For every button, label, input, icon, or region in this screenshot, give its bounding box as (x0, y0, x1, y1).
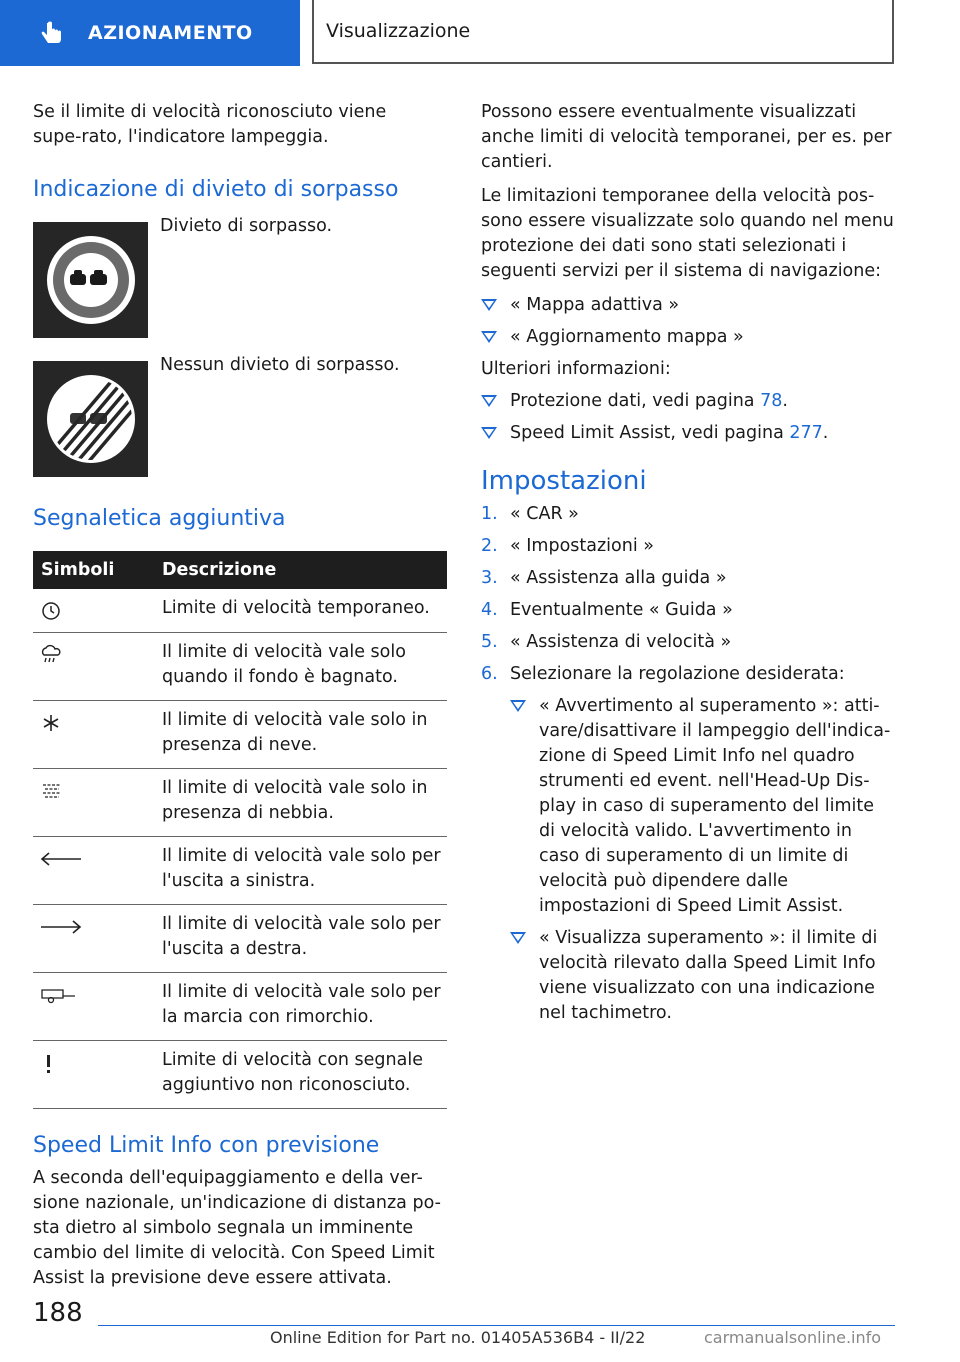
intro-paragraph: Se il limite di velocità riconosciuto viene supe-rato, l'indicatore lampeggia. (33, 102, 387, 147)
list-item: « Avvertimento al superamento »: atti-vare/disattivare il lampeggio dell'indica-zione di Speed Limit Info nel quadro strumenti ed event. nell'Head-Up Dis-play in caso di superamento del limite di velocità valido. L'avvertimento in caso di superamento di un limite di velocità può dipendere dalle impostazioni di Speed Limit Assist. (510, 694, 895, 919)
table-row (33, 589, 447, 633)
page-title: Visualizzazione (326, 20, 471, 42)
table-row (33, 973, 447, 1041)
description-cell: Il limite di velocità vale solo in presenza di neve. (154, 701, 447, 769)
forecast-heading: Speed Limit Info con previsione (33, 1133, 380, 1158)
left-column (33, 100, 447, 1291)
description-cell: Il limite di velocità vale solo per la marcia con rimorchio. (154, 973, 447, 1041)
footer-edition: Online Edition for Part no. 01405A536B4 - II/22 (270, 1328, 646, 1347)
table-header-row (33, 551, 447, 589)
description-cell: Il limite di velocità vale solo quando il fondo è bagnato. (154, 633, 447, 701)
page-header (312, 0, 894, 64)
more-info-label: Ulteriori informazioni: (481, 359, 671, 379)
privacy-paragraph: Le limitazioni temporanee della velocità pos-sono essere visualizzate solo quando nel menu protezione dei dati sono stati selezionati i seguenti servizi per il sistema di navigazione: (481, 186, 894, 281)
table-row (33, 769, 447, 837)
list-item: « Mappa adattiva » (481, 293, 895, 318)
no-overtaking-sign (33, 222, 148, 338)
sign-row (33, 216, 447, 338)
footer-divider (98, 1325, 895, 1326)
symbol-cell (33, 973, 154, 1041)
options-list (510, 694, 895, 1026)
bullet-triangle-icon (481, 331, 497, 343)
sign-description: Divieto di sorpasso. (160, 216, 333, 236)
right-column (481, 100, 895, 1026)
description-cell: Il limite di velocità vale solo per l'uscita a sinistra. (154, 837, 447, 905)
forecast-paragraph: A seconda dell'equipaggiamento e della ver-sione nazionale, un'indicazione di distanza po-sta dietro al simbolo segnala un imminente cambio del limite di velocità. Con Speed Limit Assist la previsione deve essere attivata. (33, 1168, 441, 1288)
overtaking-heading: Indicazione di divieto di sorpasso (33, 177, 399, 202)
list-item: 5. « Assistenza di velocità » (481, 632, 732, 652)
symbol-cell (33, 769, 154, 837)
list-item: « Aggiornamento mappa » (481, 325, 895, 350)
list-item: Protezione dati, vedi pagina 78. (481, 389, 895, 414)
arrow-left-icon (39, 848, 83, 870)
symbol-cell (33, 837, 154, 905)
column-header-description: Descrizione (162, 559, 277, 580)
page-link[interactable]: 277 (789, 423, 823, 443)
list-item: 6. Selezionare la regolazione desiderata: « Avvertimento al superamento »: atti-vare/disattivare il lampeggio dell'indica-zione di Speed Limit Info nel quadro strumenti ed event. nell'Head-Up Dis-play in caso di superamento del limite di velocità valido. L'avvertimento in caso di superamento di un limite di velocità può dipendere dalle impostazioni di Speed Limit Assist. « Visualizza superamento »: il limite di velocità rilevato dalla Speed Limit Info viene visualizzato con una indicazione nel tachimetro. (481, 662, 895, 1026)
table-row (33, 633, 447, 701)
description-cell: Limite di velocità con segnale aggiuntivo non riconosciuto. (154, 1041, 447, 1109)
clock-icon (39, 600, 63, 622)
list-item: 1. « CAR » (481, 504, 579, 524)
symbol-cell (33, 1041, 154, 1109)
sign-row (33, 355, 447, 477)
description-cell: Limite di velocità temporaneo. (154, 589, 447, 633)
fog-icon (39, 780, 65, 802)
exclamation-icon (39, 1052, 59, 1076)
symbol-cell (33, 633, 154, 701)
symbols-table (33, 551, 447, 1109)
trailer-icon (39, 984, 79, 1006)
list-item: 2. « Impostazioni » (481, 536, 654, 556)
table-row (33, 837, 447, 905)
end-no-overtaking-sign (33, 361, 148, 477)
bullet-triangle-icon (481, 395, 497, 407)
table-row (33, 701, 447, 769)
settings-steps (481, 502, 895, 1026)
column-header-symbols: Simboli (41, 559, 115, 580)
settings-heading: Impostazioni (481, 466, 647, 496)
section-tab (0, 0, 300, 66)
bullet-triangle-icon (510, 932, 526, 944)
hand-touch-icon (38, 19, 66, 47)
bullet-triangle-icon (510, 700, 526, 712)
temporary-limits-paragraph: Possono essere eventualmente visualizzati anche limiti di velocità temporanei, per es. per cantieri. (481, 102, 892, 172)
bullet-triangle-icon (481, 299, 497, 311)
footer-watermark: carmanualsonline.info (704, 1328, 882, 1347)
list-item: 4. Eventualmente « Guida » (481, 600, 733, 620)
snowflake-icon (39, 712, 63, 734)
table-row (33, 905, 447, 973)
rain-cloud-icon (39, 644, 63, 666)
symbol-cell (33, 589, 154, 633)
table-row (33, 1041, 447, 1109)
description-cell: Il limite di velocità vale solo in presenza di nebbia. (154, 769, 447, 837)
symbol-cell (33, 905, 154, 973)
description-cell: Il limite di velocità vale solo per l'uscita a destra. (154, 905, 447, 973)
additional-signs-heading: Segnaletica aggiuntiva (33, 506, 286, 531)
list-item: 3. « Assistenza alla guida » (481, 568, 727, 588)
symbol-cell (33, 701, 154, 769)
page-link[interactable]: 78 (760, 391, 783, 411)
list-item: « Visualizza superamento »: il limite di velocità rilevato dalla Speed Limit Info viene visualizzato con una indicazione nel tachimetro. (510, 926, 895, 1026)
section-label: AZIONAMENTO (88, 22, 253, 44)
bullet-triangle-icon (481, 427, 497, 439)
arrow-right-icon (39, 916, 83, 938)
sign-description: Nessun divieto di sorpasso. (160, 355, 400, 375)
services-list (481, 293, 895, 350)
list-item: Speed Limit Assist, vedi pagina 277. (481, 421, 895, 446)
page-number: 188 (33, 1298, 83, 1328)
references-list (481, 389, 895, 446)
